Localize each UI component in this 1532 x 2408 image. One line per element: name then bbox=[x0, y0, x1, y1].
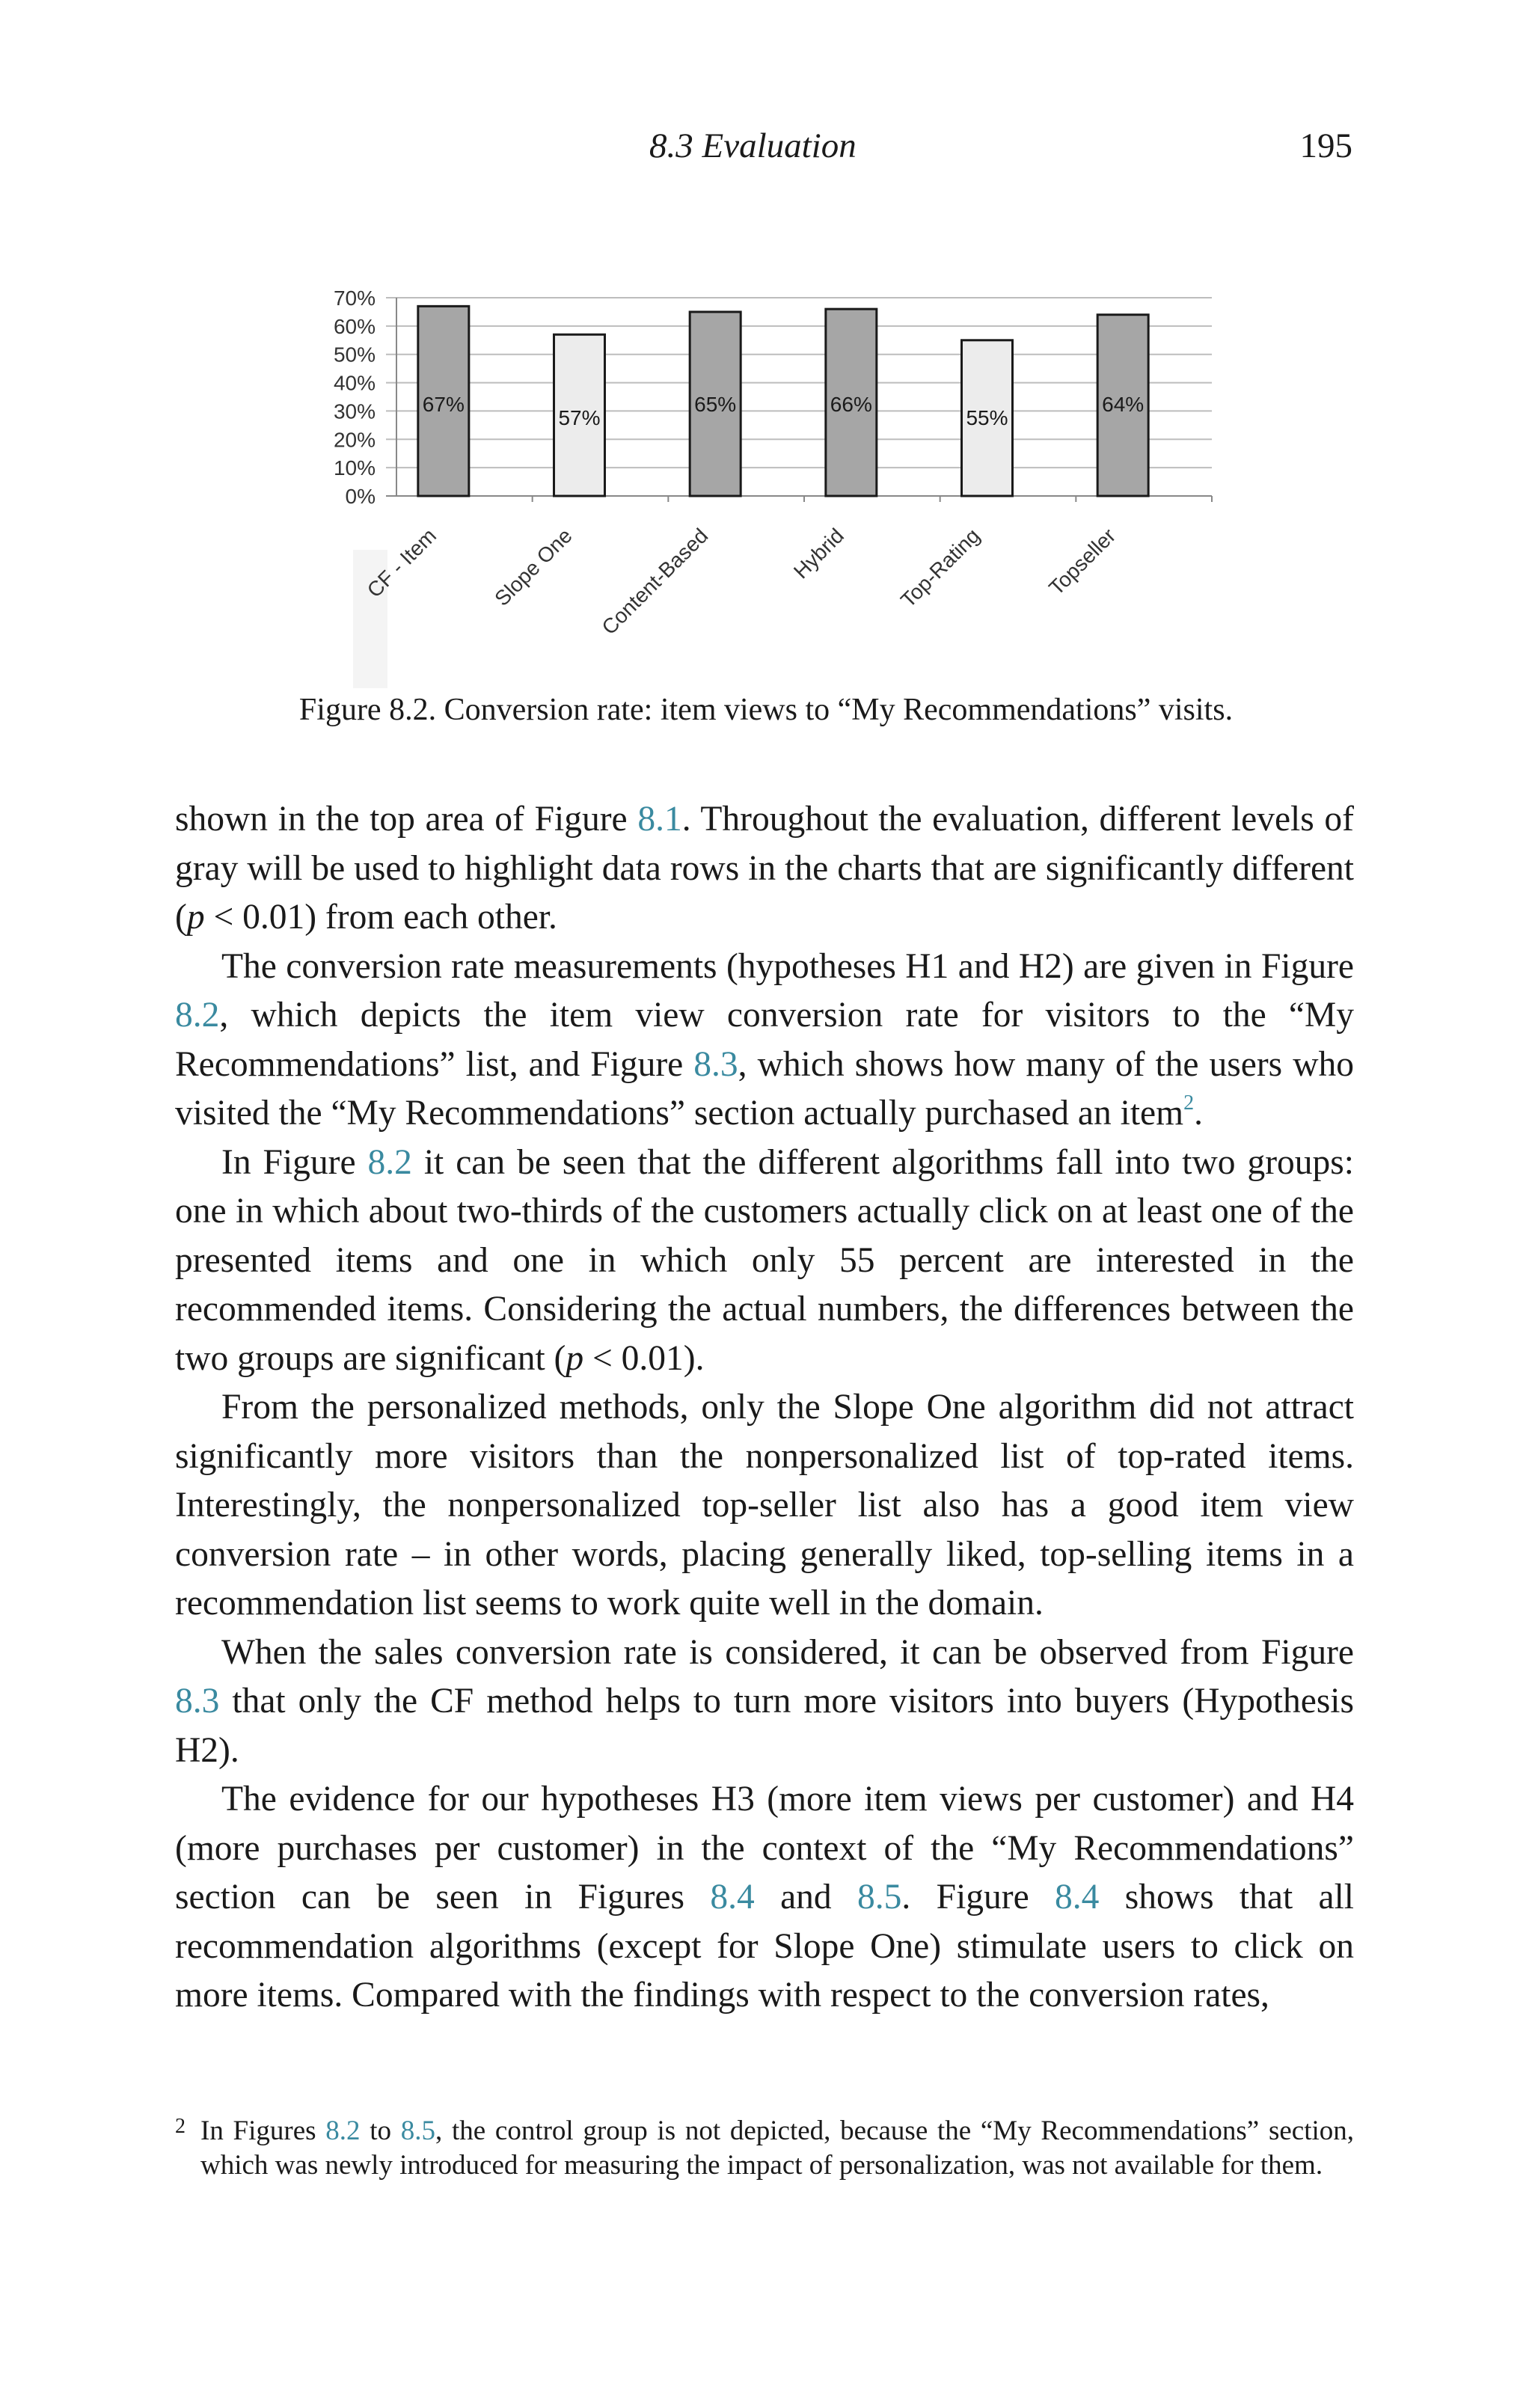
figure-ref-link[interactable]: 8.2 bbox=[367, 1142, 412, 1182]
paragraph-2: The conversion rate measurements (hypotheses H1 and H2) are given in Figure 8.2, which depicts the item view conversion rate for visitors to the “My Recommendations” list, and Figure 8.3, which shows how many of the users who visited the “My Recommendations” section actually purchased an item$^2$. bbox=[175, 946, 1354, 1133]
y-tick-label: 20% bbox=[333, 428, 376, 452]
category-label: CF - Item bbox=[362, 524, 441, 602]
paragraph-4: From the personalized methods, only the Slope One algorithm did not attract significantly more visitors than the nonpersonalized list of top-rated items. Interestingly, the nonpersonalized top-seller list also has a good item view conversion rate – in other words, placing generally liked, top-selling items in a recommendation list seems to work quite well in the domain. bbox=[175, 1388, 1354, 1623]
body-text bbox=[175, 795, 1354, 2021]
y-tick-label: 40% bbox=[333, 371, 376, 395]
footnote bbox=[175, 2114, 1354, 2183]
category-label: Slope One bbox=[490, 524, 577, 610]
paragraph-6: The evidence for our hypotheses H3 (more item views per customer) and H4 (more purchases per customer) in the context of the “My Recommendations” section can be seen in Figures 8.4 and 8.5. Figure 8.4 shows that all recommendation algorithms (except for Slope One) stimulate users to click on more items. Compared with the findings with respect to the conversion rates, bbox=[175, 1780, 1354, 2015]
footnote-ref-link[interactable]: 2 bbox=[1183, 1091, 1195, 1115]
category-label: Top-Rating bbox=[896, 524, 984, 612]
category-label: Content-Based bbox=[597, 524, 713, 640]
data-label: 64% bbox=[1102, 393, 1145, 416]
paragraph-5: When the sales conversion rate is considered, it can be observed from Figure 8.3 that only the CF method helps to turn more visitors into buyers (Hypothesis H2). bbox=[175, 1632, 1354, 1770]
figure-ref-link[interactable]: 8.4 bbox=[1055, 1878, 1100, 1917]
figure-ref-link[interactable]: 8.2 bbox=[325, 2116, 361, 2146]
figure-ref-link[interactable]: 8.5 bbox=[400, 2116, 435, 2146]
category-label: Topseller bbox=[1044, 524, 1121, 600]
data-label: 55% bbox=[966, 406, 1008, 429]
figure-ref-link[interactable]: 8.2 bbox=[175, 996, 220, 1035]
footnote-mark: 2 bbox=[175, 2115, 186, 2138]
figure-caption: Figure 8.2. Conversion rate: item views to “My Recommendations” visits. bbox=[298, 693, 1234, 727]
y-tick-label: 30% bbox=[333, 399, 376, 423]
figure-ref-link[interactable]: 8.3 bbox=[175, 1682, 220, 1721]
y-tick-label: 0% bbox=[345, 485, 376, 508]
paragraph-1: shown in the top area of Figure 8.1. Throughout the evaluation, different levels of gray will be used to highlight data rows in the charts that are significantly different (p < 0.01) from each other. bbox=[175, 800, 1354, 937]
data-label: 66% bbox=[830, 393, 872, 416]
figure-ref-link[interactable]: 8.3 bbox=[693, 1044, 738, 1084]
figure-ref-link[interactable]: 8.4 bbox=[710, 1878, 755, 1917]
data-label: 65% bbox=[694, 393, 737, 416]
figure-ref-link[interactable]: 8.1 bbox=[637, 800, 682, 839]
y-tick-label: 10% bbox=[333, 456, 376, 480]
data-label: 67% bbox=[422, 393, 465, 416]
page-number: 195 bbox=[1299, 126, 1352, 165]
paragraph-3: In Figure 8.2 it can be seen that the different algorithms fall into two groups: one in which about two-thirds of the customers actually click on at least one of the presented items and one in which only 55 percent are interested in the recommended items. Considering the actual numbers, the differences between the two groups are significant (p < 0.01). bbox=[175, 1142, 1354, 1378]
data-label: 57% bbox=[558, 406, 601, 429]
section-title: 8.3 Evaluation bbox=[649, 126, 857, 165]
footnote-text: In Figures 8.2 to 8.5, the control group is not depicted, because the “My Recommendations” section, which was newly introduced for measuring the impact of personalization, was not available for them. bbox=[200, 2116, 1355, 2181]
y-tick-label: 50% bbox=[333, 343, 376, 367]
running-head bbox=[0, 126, 1532, 171]
figure-ref-link[interactable]: 8.5 bbox=[857, 1878, 902, 1917]
y-tick-label: 60% bbox=[333, 314, 376, 338]
figure-8-2 bbox=[292, 269, 1234, 688]
category-label: Hybrid bbox=[788, 524, 849, 583]
bar-chart bbox=[292, 269, 1234, 688]
y-tick-label: 70% bbox=[333, 287, 376, 310]
